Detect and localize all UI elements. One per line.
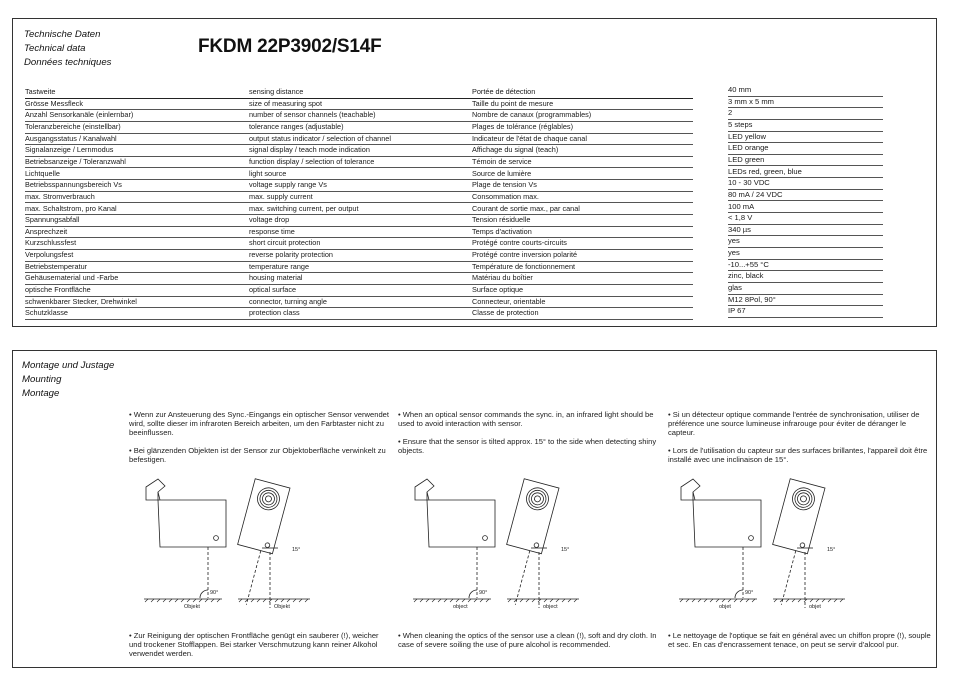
spec-label-fr: Courant de sortie max., par canal: [472, 203, 580, 213]
spec-label-de: Lichtquelle: [25, 168, 60, 178]
spec-label-fr: Matériau du boîtier: [472, 273, 533, 283]
spec-row: [25, 307, 693, 320]
object-label: object: [543, 604, 558, 610]
spec-label-fr: Affichage du signal (teach): [472, 145, 559, 155]
spec-label-de: Betriebsanzeige / Toleranzwahl: [25, 156, 126, 166]
mounting-panel: [12, 350, 937, 668]
spec-label-de: max. Schaltstrom, pro Kanal: [25, 203, 117, 213]
spec-label-en: signal display / teach mode indication: [249, 145, 370, 155]
spec-label-de: Betriebstemperatur: [25, 261, 88, 271]
spec-label-en: connector, turning angle: [249, 296, 327, 306]
spec-value: 10 - 30 VDC: [728, 177, 883, 190]
spec-label-fr: Connecteur, orientable: [472, 296, 546, 306]
section-title-fr: Données techniques: [24, 57, 112, 68]
spec-label-fr: Protégé contre inversion polarité: [472, 250, 578, 260]
spec-value: 340 µs: [728, 224, 883, 237]
mounting-column-fr: [668, 410, 932, 473]
section-header-technical-data: [24, 28, 111, 70]
spec-label-en: reverse polarity protection: [249, 250, 333, 260]
spec-label-en: voltage drop: [249, 215, 290, 225]
spec-value: 5 steps: [728, 119, 883, 132]
spec-value: IP 67: [728, 305, 883, 318]
spec-label-de: Verpolungsfest: [25, 250, 74, 260]
spec-value: 80 mA / 24 VDC: [728, 189, 883, 202]
spec-label-de: Kurzschlussfest: [25, 238, 77, 248]
spec-label-en: tolerance ranges (adjustable): [249, 121, 344, 131]
spec-label-de: Tastweite: [25, 87, 56, 96]
mounting-diagram: [413, 478, 588, 618]
right-angle-label: 90°: [745, 590, 754, 596]
object-label: objet: [809, 604, 821, 610]
spec-label-fr: Consommation max.: [472, 191, 539, 201]
section-title-de: Technische Daten: [24, 29, 101, 40]
spec-label-en: max. supply current: [249, 191, 313, 201]
spec-value: 2: [728, 107, 883, 120]
spec-value: M12 8Pol, 90°: [728, 294, 883, 307]
object-label: Objekt: [184, 604, 200, 610]
spec-label-fr: Tension résiduelle: [472, 215, 531, 225]
technical-data-panel: [12, 18, 937, 327]
spec-value: 3 mm x 5 mm: [728, 96, 883, 109]
spec-label-en: number of sensor channels (teachable): [249, 110, 376, 120]
object-label: Objekt: [274, 604, 290, 610]
spec-label-en: short circuit protection: [249, 238, 321, 248]
spec-label-de: Schutzklasse: [25, 308, 68, 318]
spec-value: LEDs red, green, blue: [728, 166, 883, 179]
instruction-cleaning-fr: • Le nettoyage de l'optique se fait en général avec un chiffon propre (!), souple et sec. En cas d'encrassement tenace, on peut se servir d'alcool pur.: [668, 631, 931, 649]
spec-label-fr: Classe de protection: [472, 308, 539, 318]
instruction-sync: • When an optical sensor commands the sync. in, an infrared light should be used to avoid interaction with sensor.: [398, 410, 654, 428]
spec-label-en: output status indicator / selection of channel: [249, 133, 391, 143]
spec-label-fr: Témoin de service: [472, 156, 532, 166]
spec-value: LED green: [728, 154, 883, 167]
spec-value: yes: [728, 235, 883, 248]
right-angle-label: 90°: [210, 590, 219, 596]
instruction-sync: • Wenn zur Ansteuerung des Sync.-Eingangs ein optischer Sensor verwendet wird, sollte dieser im infraroten Bereich arbeiten, um den Farbtaster nicht zu beeinflussen.: [129, 410, 390, 437]
instruction-cleaning-en: • When cleaning the optics of the sensor use a clean (!), soft and dry cloth. In case of severe soiling the use of pure alcohol is recommended.: [398, 631, 657, 649]
spec-label-de: Signalanzeige / Lernmodus: [25, 145, 114, 155]
spec-label-fr: Source de lumière: [472, 168, 532, 178]
spec-label-fr: Nombre de canaux (programmables): [472, 110, 592, 120]
tilt-angle-label: 15°: [292, 547, 301, 553]
spec-label-en: size of measuring spot: [249, 98, 323, 108]
tilt-angle-label: 15°: [827, 547, 836, 553]
spec-value: 100 mA: [728, 201, 883, 214]
spec-label-de: Spannungsabfall: [25, 215, 80, 225]
spec-label-fr: Portée de détection: [472, 87, 536, 96]
spec-label-de: schwenkbarer Stecker, Drehwinkel: [25, 296, 137, 306]
tilt-angle-label: 15°: [561, 547, 570, 553]
spec-label-en: optical surface: [249, 285, 297, 295]
spec-label-en: response time: [249, 226, 295, 236]
instruction-cleaning-de: • Zur Reinigung der optischen Frontfläche genügt ein sauberer (!), weicher und trockener Stofflappen. Bei starker Verschmutzung kann reiner Alkohol verwendet werden.: [129, 631, 379, 658]
spec-label-en: protection class: [249, 308, 300, 318]
spec-label-fr: Plage de tension Vs: [472, 180, 537, 190]
spec-value: LED orange: [728, 142, 883, 155]
spec-value: yes: [728, 247, 883, 260]
spec-label-de: optische Frontfläche: [25, 285, 91, 295]
product-title: FKDM 22P3902/S14F: [198, 36, 382, 57]
spec-label-fr: Indicateur de l'état de chaque canal: [472, 133, 587, 143]
right-angle-label: 90°: [479, 590, 488, 596]
section-header-mounting: [22, 359, 114, 401]
spec-label-de: Toleranzbereiche (einstellbar): [25, 121, 121, 131]
section-title-en: Mounting: [22, 374, 62, 385]
spec-label-fr: Temps d'activation: [472, 226, 532, 236]
spec-label-en: max. switching current, per output: [249, 203, 359, 213]
mounting-column-de: [129, 410, 391, 473]
mounting-column-en: [398, 410, 662, 464]
instruction-sync: • Si un détecteur optique commande l'entrée de synchronisation, utiliser de préférence une source lumineuse infrarouge pour éviter de déranger le capteur.: [668, 410, 920, 437]
spec-label-fr: Taille du point de mesure: [472, 98, 554, 108]
spec-value: 40 mm: [728, 84, 883, 97]
spec-value: zinc, black: [728, 270, 883, 283]
spec-label-en: temperature range: [249, 261, 310, 271]
spec-label-en: sensing distance: [249, 87, 304, 96]
instruction-tilt: • Ensure that the sensor is tilted approx. 15° to the side when detecting shiny objects.: [398, 437, 657, 455]
spec-label-en: voltage supply range Vs: [249, 180, 327, 190]
spec-label-en: housing material: [249, 273, 303, 283]
spec-label-en: light source: [249, 168, 287, 178]
spec-label-de: Ausgangsstatus / Kanalwahl: [25, 133, 117, 143]
spec-label-de: max. Stromverbrauch: [25, 191, 95, 201]
object-label: object: [453, 604, 468, 610]
spec-value: -10...+55 °C: [728, 259, 883, 272]
spec-label-fr: Protégé contre courts-circuits: [472, 238, 567, 248]
instruction-tilt: • Lors de l'utilisation du capteur sur des surfaces brillantes, l'appareil doit être installé avec une inclinaison de 15°.: [668, 446, 928, 464]
spec-label-de: Betriebsspannungsbereich Vs: [25, 180, 122, 190]
spec-label-fr: Température de fonctionnement: [472, 261, 576, 271]
spec-value: LED yellow: [728, 131, 883, 144]
section-title-de: Montage und Justage: [22, 360, 115, 371]
spec-label-en: function display / selection of tolerance: [249, 156, 375, 166]
spec-label-fr: Plages de tolérance (réglables): [472, 121, 573, 131]
spec-value: glas: [728, 282, 883, 295]
spec-label-de: Grösse Messfleck: [25, 98, 83, 108]
section-title-fr: Montage: [22, 388, 60, 399]
spec-label-de: Anzahl Sensorkanäle (einlernbar): [25, 110, 134, 120]
spec-value: < 1,8 V: [728, 212, 883, 225]
spec-label-de: Ansprechzeit: [25, 226, 68, 236]
mounting-diagram: [144, 478, 319, 618]
spec-label-de: Gehäusematerial und -Farbe: [25, 273, 119, 283]
section-title-en: Technical data: [24, 43, 86, 54]
spec-label-fr: Surface optique: [472, 285, 524, 295]
object-label: objet: [719, 604, 731, 610]
instruction-tilt: • Bei glänzenden Objekten ist der Sensor zur Objektoberfläche verwinkelt zu befestigen.: [129, 446, 386, 464]
mounting-diagram: [679, 478, 854, 618]
